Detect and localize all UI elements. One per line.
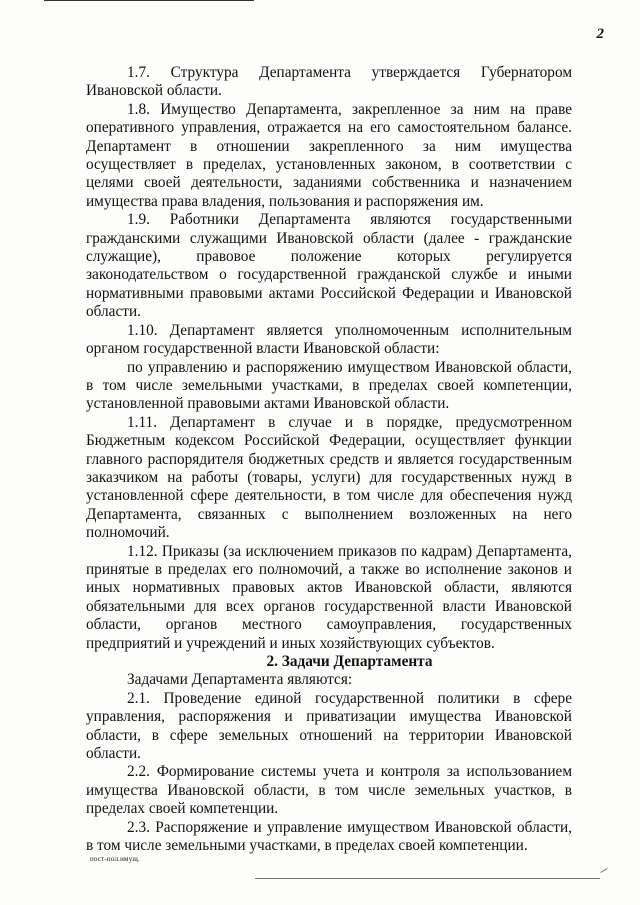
paragraph-1-12: 1.12. Приказы (за исключением приказов по кадрам) Департамента, принятые в пределах его полномочий, а также во исполнение законов и иных нормативных правовых актов Ивановской области, являются обязательными для всех органов государственной власти Ивановской области, органов местного самоуправления, государственных предприятий и учреждений и иных хозяйствующих субъектов. [86,542,572,652]
section-2-intro: Задачами Департамента являются: [127,671,353,689]
paragraph-2-1: 2.1. Проведение единой государственной политики в сфере управления, распоряжения и приватизации имущества Ивановской области, в сфере земельных отношений на территории Ивановской области. [86,689,572,763]
paragraph-1-10: 1.10. Департамент является уполномоченным исполнительным органом государственной власти Ивановской области: [86,321,572,358]
bottom-rule [255,878,600,879]
footer-code: пост-пол.имущ. [90,855,140,863]
pen-mark [600,868,607,873]
document-body [86,64,572,855]
paragraph-2-2: 2.2. Формирование системы учета и контроля за использованием имущества Ивановской области, в том числе земельных участков, в пределах своей компетенции. [86,763,572,818]
paragraph-1-9: 1.9. Работники Департамента являются государственными гражданскими служащими Ивановской области (далее - гражданские служащие), правовое положение которых регулируется законодательством о государственной гражданской службе и иными нормативными правовыми актами Российской Федерации и Ивановской области. [86,211,572,321]
top-rule [44,0,254,1]
page-number: 2 [596,26,604,42]
section-2-heading: 2. Задачи Департамента [266,653,433,670]
paragraph-1-10-detail: по управлению и распоряжению имуществом Ивановской области, в том числе земельными участками, в пределах своей компетенции, установленной правовыми актами Ивановской области. [86,358,572,413]
paragraph-1-7: 1.7. Структура Департамента утверждается Губернатором Ивановской области. [86,64,572,100]
paragraph-1-8: 1.8. Имущество Департамента, закрепленное за ним на праве оперативного управления, отражается на его самостоятельном балансе. Департамент в отношении закрепленного за ним имущества осуществляет в пределах, установленных законом, в соответствии с целями своей деятельности, заданиями собственника и назначением имущества права владения, пользования и распоряжения им. [86,100,572,210]
paragraph-1-11: 1.11. Департамент в случае и в порядке, предусмотренном Бюджетным кодексом Российской Федерации, осуществляет функции главного распорядителя бюджетных средств и является государственным заказчиком на работы (товары, услуги) для государственных нужд в установленной сфере деятельности, в том числе для обеспечения нужд Департамента, связанных с выполнением возложенных на него полномочий. [86,413,572,542]
paragraph-2-3: 2.3. Распоряжение и управление имуществом Ивановской области, в том числе земельными участками, в пределах своей компетенции. [86,818,572,855]
